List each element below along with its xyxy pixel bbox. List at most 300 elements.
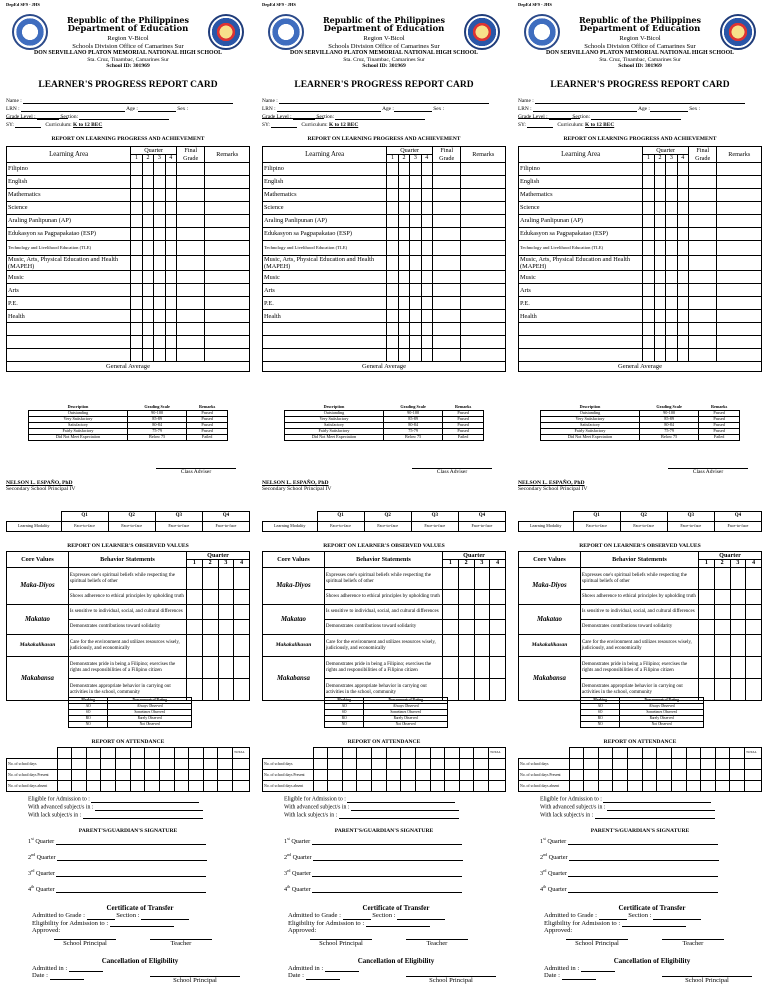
values-rating-cell[interactable] [218, 679, 234, 701]
lacks-field[interactable] [339, 812, 459, 819]
attendance-cell[interactable] [72, 781, 87, 792]
attendance-cell[interactable] [415, 781, 430, 792]
grade-cell[interactable] [688, 349, 717, 362]
signature-field[interactable] [56, 838, 206, 845]
grade-cell[interactable] [461, 215, 506, 228]
grade-cell[interactable] [131, 336, 142, 349]
signature-field[interactable] [312, 886, 462, 893]
grade-cell[interactable] [387, 176, 398, 189]
attendance-cell[interactable] [730, 759, 745, 770]
signature-field[interactable] [568, 886, 718, 893]
attendance-cell[interactable] [86, 759, 101, 770]
grade-cell[interactable] [142, 297, 153, 310]
grade-cell[interactable] [154, 297, 165, 310]
values-rating-cell[interactable] [443, 620, 459, 635]
grade-cell[interactable] [142, 310, 153, 323]
values-rating-cell[interactable] [443, 657, 459, 679]
grade-cell[interactable] [421, 310, 432, 323]
grade-field[interactable] [293, 113, 315, 120]
attendance-cell[interactable] [415, 759, 430, 770]
signature-field[interactable] [312, 838, 462, 845]
grade-cell[interactable] [666, 215, 677, 228]
admitted-in-field[interactable] [69, 965, 103, 972]
grade-cell[interactable] [643, 284, 654, 297]
advanced-field[interactable] [607, 804, 715, 811]
attendance-cell[interactable] [130, 770, 145, 781]
grade-cell[interactable] [131, 323, 142, 336]
grade-cell[interactable] [154, 215, 165, 228]
grade-cell[interactable] [176, 163, 205, 176]
grade-cell[interactable] [131, 228, 142, 241]
grade-cell[interactable] [154, 271, 165, 284]
grade-cell[interactable] [131, 271, 142, 284]
grade-cell[interactable] [205, 215, 250, 228]
transfer-eligibility-field[interactable] [622, 920, 686, 927]
grade-cell[interactable] [654, 297, 665, 310]
grade-cell[interactable] [154, 256, 165, 271]
attendance-cell[interactable] [415, 770, 430, 781]
grade-cell[interactable] [688, 228, 717, 241]
grade-cell[interactable] [205, 256, 250, 271]
grade-cell[interactable] [432, 271, 461, 284]
grade-cell[interactable] [677, 215, 688, 228]
attendance-cell[interactable] [233, 759, 250, 770]
values-rating-cell[interactable] [202, 620, 218, 635]
grade-cell[interactable] [142, 228, 153, 241]
attendance-cell[interactable] [174, 759, 189, 770]
grade-cell[interactable] [398, 202, 409, 215]
values-rating-cell[interactable] [234, 620, 250, 635]
attendance-cell[interactable] [401, 781, 416, 792]
attendance-cell[interactable] [189, 770, 204, 781]
values-rating-cell[interactable] [730, 620, 746, 635]
grade-cell[interactable] [432, 163, 461, 176]
grade-cell[interactable] [398, 336, 409, 349]
grade-cell[interactable] [654, 241, 665, 256]
grade-cell[interactable] [205, 336, 250, 349]
admitted-grade-field[interactable] [599, 913, 627, 920]
grade-cell[interactable] [666, 202, 677, 215]
grade-cell[interactable] [666, 163, 677, 176]
transfer-eligibility-field[interactable] [110, 920, 174, 927]
attendance-cell[interactable] [489, 770, 506, 781]
grade-cell[interactable] [461, 202, 506, 215]
values-rating-cell[interactable] [746, 657, 762, 679]
grade-cell[interactable] [677, 323, 688, 336]
signature-field[interactable] [569, 854, 719, 861]
grade-cell[interactable] [666, 271, 677, 284]
grade-cell[interactable] [387, 284, 398, 297]
grade-cell[interactable] [131, 310, 142, 323]
attendance-cell[interactable] [342, 781, 357, 792]
grade-cell[interactable] [165, 256, 176, 271]
attendance-cell[interactable] [701, 770, 716, 781]
attendance-cell[interactable] [474, 759, 489, 770]
grade-cell[interactable] [154, 349, 165, 362]
attendance-cell[interactable] [72, 759, 87, 770]
values-rating-cell[interactable] [218, 568, 234, 590]
grade-cell[interactable] [717, 284, 762, 297]
grade-cell[interactable] [398, 284, 409, 297]
values-rating-cell[interactable] [714, 635, 730, 657]
grade-cell[interactable] [154, 336, 165, 349]
grade-cell[interactable] [205, 310, 250, 323]
age-field[interactable] [650, 105, 688, 112]
grade-cell[interactable] [154, 163, 165, 176]
grade-cell[interactable] [643, 176, 654, 189]
grade-cell[interactable] [176, 176, 205, 189]
grade-cell[interactable] [410, 297, 421, 310]
grade-cell[interactable] [461, 297, 506, 310]
grade-cell[interactable] [432, 336, 461, 349]
attendance-cell[interactable] [342, 770, 357, 781]
values-rating-cell[interactable] [443, 635, 459, 657]
grade-cell[interactable] [666, 284, 677, 297]
grade-cell[interactable] [717, 256, 762, 271]
attendance-cell[interactable] [101, 759, 116, 770]
grade-cell[interactable] [165, 163, 176, 176]
grade-cell[interactable] [387, 189, 398, 202]
grade-cell[interactable] [165, 202, 176, 215]
transfer-section-field[interactable] [141, 913, 189, 920]
grade-cell[interactable] [387, 336, 398, 349]
attendance-cell[interactable] [489, 759, 506, 770]
values-rating-cell[interactable] [490, 635, 506, 657]
grade-cell[interactable] [643, 228, 654, 241]
date-field[interactable] [306, 973, 340, 980]
grade-cell[interactable] [176, 215, 205, 228]
attendance-cell[interactable] [715, 781, 730, 792]
values-rating-cell[interactable] [699, 605, 715, 620]
attendance-cell[interactable] [430, 781, 445, 792]
attendance-cell[interactable] [386, 759, 401, 770]
grade-cell[interactable] [205, 189, 250, 202]
grade-cell[interactable] [410, 189, 421, 202]
attendance-cell[interactable] [218, 770, 233, 781]
grade-cell[interactable] [131, 215, 142, 228]
grade-cell[interactable] [410, 336, 421, 349]
grade-cell[interactable] [432, 297, 461, 310]
grade-cell[interactable] [643, 215, 654, 228]
grade-cell[interactable] [142, 202, 153, 215]
date-field[interactable] [50, 973, 84, 980]
grade-cell[interactable] [666, 323, 677, 336]
values-rating-cell[interactable] [730, 605, 746, 620]
grade-cell[interactable] [398, 241, 409, 256]
grade-cell[interactable] [654, 189, 665, 202]
values-rating-cell[interactable] [458, 657, 474, 679]
attendance-cell[interactable] [116, 759, 131, 770]
values-rating-cell[interactable] [490, 568, 506, 590]
grade-cell[interactable] [421, 241, 432, 256]
grade-cell[interactable] [654, 215, 665, 228]
grade-cell[interactable] [654, 228, 665, 241]
values-rating-cell[interactable] [699, 620, 715, 635]
values-rating-cell[interactable] [730, 590, 746, 605]
grade-cell[interactable] [176, 336, 205, 349]
grade-cell[interactable] [432, 189, 461, 202]
grade-cell[interactable] [398, 215, 409, 228]
attendance-cell[interactable] [445, 781, 460, 792]
grade-cell[interactable] [666, 228, 677, 241]
signature-field[interactable] [56, 870, 206, 877]
values-rating-cell[interactable] [443, 605, 459, 620]
attendance-cell[interactable] [730, 781, 745, 792]
attendance-cell[interactable] [642, 781, 657, 792]
attendance-cell[interactable] [313, 759, 328, 770]
sy-field[interactable] [271, 121, 297, 128]
grade-cell[interactable] [677, 256, 688, 271]
signature-field[interactable] [56, 886, 206, 893]
grade-cell[interactable] [398, 228, 409, 241]
grade-cell[interactable] [654, 349, 665, 362]
grade-cell[interactable] [666, 256, 677, 271]
grade-cell[interactable] [165, 215, 176, 228]
values-rating-cell[interactable] [234, 657, 250, 679]
attendance-cell[interactable] [628, 759, 643, 770]
date-field[interactable] [562, 973, 596, 980]
grade-cell[interactable] [688, 176, 717, 189]
grade-cell[interactable] [176, 228, 205, 241]
grade-cell[interactable] [643, 189, 654, 202]
values-rating-cell[interactable] [490, 605, 506, 620]
grade-cell[interactable] [677, 271, 688, 284]
attendance-cell[interactable] [159, 770, 174, 781]
grade-cell[interactable] [432, 284, 461, 297]
grade-cell[interactable] [461, 349, 506, 362]
admission-field[interactable] [347, 796, 455, 803]
grade-cell[interactable] [165, 336, 176, 349]
lacks-field[interactable] [595, 812, 715, 819]
attendance-cell[interactable] [372, 781, 387, 792]
values-rating-cell[interactable] [699, 590, 715, 605]
values-rating-cell[interactable] [746, 679, 762, 701]
grade-cell[interactable] [643, 202, 654, 215]
grade-cell[interactable] [688, 202, 717, 215]
values-rating-cell[interactable] [474, 635, 490, 657]
grade-cell[interactable] [666, 349, 677, 362]
attendance-cell[interactable] [657, 781, 672, 792]
grade-cell[interactable] [654, 336, 665, 349]
admitted-in-field[interactable] [581, 965, 615, 972]
values-rating-cell[interactable] [218, 635, 234, 657]
grade-cell[interactable] [142, 241, 153, 256]
grade-cell[interactable] [205, 163, 250, 176]
grade-cell[interactable] [410, 202, 421, 215]
grade-cell[interactable] [154, 228, 165, 241]
grade-cell[interactable] [654, 202, 665, 215]
values-rating-cell[interactable] [474, 679, 490, 701]
attendance-cell[interactable] [598, 770, 613, 781]
grade-cell[interactable] [677, 336, 688, 349]
grade-cell[interactable] [142, 349, 153, 362]
grade-cell[interactable] [205, 202, 250, 215]
values-rating-cell[interactable] [699, 635, 715, 657]
grade-cell[interactable] [717, 271, 762, 284]
admitted-grade-field[interactable] [87, 913, 115, 920]
values-rating-cell[interactable] [490, 679, 506, 701]
grade-cell[interactable] [154, 323, 165, 336]
attendance-cell[interactable] [328, 770, 343, 781]
grade-cell[interactable] [643, 349, 654, 362]
grade-cell[interactable] [410, 228, 421, 241]
grade-cell[interactable] [654, 323, 665, 336]
transfer-eligibility-field[interactable] [366, 920, 430, 927]
attendance-cell[interactable] [745, 770, 762, 781]
grade-cell[interactable] [205, 271, 250, 284]
grade-cell[interactable] [654, 271, 665, 284]
values-rating-cell[interactable] [187, 605, 203, 620]
grade-cell[interactable] [165, 189, 176, 202]
grade-cell[interactable] [688, 310, 717, 323]
grade-cell[interactable] [165, 310, 176, 323]
values-rating-cell[interactable] [202, 568, 218, 590]
grade-cell[interactable] [461, 189, 506, 202]
grade-cell[interactable] [717, 202, 762, 215]
grade-cell[interactable] [154, 202, 165, 215]
attendance-cell[interactable] [745, 781, 762, 792]
name-field[interactable] [23, 97, 233, 104]
grade-cell[interactable] [421, 323, 432, 336]
grade-cell[interactable] [165, 241, 176, 256]
grade-cell[interactable] [432, 202, 461, 215]
grade-cell[interactable] [387, 228, 398, 241]
attendance-cell[interactable] [174, 781, 189, 792]
grade-cell[interactable] [432, 323, 461, 336]
grade-cell[interactable] [387, 297, 398, 310]
grade-cell[interactable] [387, 310, 398, 323]
grade-cell[interactable] [643, 163, 654, 176]
values-rating-cell[interactable] [187, 590, 203, 605]
attendance-cell[interactable] [72, 770, 87, 781]
name-field[interactable] [279, 97, 489, 104]
grade-cell[interactable] [142, 271, 153, 284]
advanced-field[interactable] [95, 804, 203, 811]
values-rating-cell[interactable] [458, 590, 474, 605]
section-field[interactable] [79, 113, 169, 120]
attendance-cell[interactable] [613, 781, 628, 792]
grade-cell[interactable] [643, 297, 654, 310]
attendance-cell[interactable] [715, 759, 730, 770]
attendance-cell[interactable] [430, 770, 445, 781]
grade-cell[interactable] [688, 163, 717, 176]
grade-field[interactable] [37, 113, 59, 120]
grade-cell[interactable] [677, 297, 688, 310]
values-rating-cell[interactable] [474, 568, 490, 590]
grade-cell[interactable] [154, 284, 165, 297]
attendance-cell[interactable] [401, 770, 416, 781]
grade-cell[interactable] [131, 163, 142, 176]
grade-cell[interactable] [432, 256, 461, 271]
attendance-cell[interactable] [233, 770, 250, 781]
values-rating-cell[interactable] [458, 679, 474, 701]
attendance-cell[interactable] [569, 770, 584, 781]
lacks-field[interactable] [83, 812, 203, 819]
grade-cell[interactable] [142, 323, 153, 336]
grade-cell[interactable] [165, 271, 176, 284]
attendance-cell[interactable] [686, 759, 701, 770]
grade-cell[interactable] [176, 284, 205, 297]
grade-cell[interactable] [410, 323, 421, 336]
values-rating-cell[interactable] [458, 568, 474, 590]
grade-cell[interactable] [176, 349, 205, 362]
age-field[interactable] [138, 105, 176, 112]
attendance-cell[interactable] [701, 781, 716, 792]
grade-cell[interactable] [176, 241, 205, 256]
attendance-cell[interactable] [357, 759, 372, 770]
attendance-cell[interactable] [203, 759, 218, 770]
grade-cell[interactable] [131, 202, 142, 215]
grade-cell[interactable] [677, 163, 688, 176]
grade-cell[interactable] [688, 189, 717, 202]
grade-cell[interactable] [421, 336, 432, 349]
grade-cell[interactable] [717, 228, 762, 241]
grade-cell[interactable] [410, 215, 421, 228]
attendance-cell[interactable] [218, 781, 233, 792]
grade-cell[interactable] [387, 163, 398, 176]
admitted-in-field[interactable] [325, 965, 359, 972]
grade-cell[interactable] [677, 189, 688, 202]
grade-cell[interactable] [717, 189, 762, 202]
grade-cell[interactable] [131, 297, 142, 310]
attendance-cell[interactable] [459, 759, 474, 770]
name-field[interactable] [535, 97, 745, 104]
grade-cell[interactable] [205, 284, 250, 297]
values-rating-cell[interactable] [218, 657, 234, 679]
grade-cell[interactable] [421, 297, 432, 310]
attendance-cell[interactable] [715, 770, 730, 781]
values-rating-cell[interactable] [202, 657, 218, 679]
grade-cell[interactable] [717, 297, 762, 310]
grade-cell[interactable] [410, 241, 421, 256]
admission-field[interactable] [91, 796, 199, 803]
grade-cell[interactable] [165, 349, 176, 362]
advanced-field[interactable] [351, 804, 459, 811]
values-rating-cell[interactable] [490, 590, 506, 605]
grade-cell[interactable] [432, 176, 461, 189]
grade-cell[interactable] [165, 297, 176, 310]
attendance-cell[interactable] [328, 781, 343, 792]
lrn-field[interactable] [21, 105, 125, 112]
grade-cell[interactable] [666, 297, 677, 310]
attendance-cell[interactable] [686, 770, 701, 781]
grade-cell[interactable] [131, 176, 142, 189]
grade-cell[interactable] [154, 310, 165, 323]
values-rating-cell[interactable] [699, 657, 715, 679]
grade-cell[interactable] [205, 176, 250, 189]
grade-cell[interactable] [176, 297, 205, 310]
values-rating-cell[interactable] [746, 620, 762, 635]
values-rating-cell[interactable] [187, 620, 203, 635]
grade-cell[interactable] [142, 176, 153, 189]
grade-cell[interactable] [410, 284, 421, 297]
attendance-cell[interactable] [357, 770, 372, 781]
attendance-cell[interactable] [86, 781, 101, 792]
grade-cell[interactable] [154, 176, 165, 189]
grade-cell[interactable] [165, 323, 176, 336]
attendance-cell[interactable] [642, 770, 657, 781]
grade-cell[interactable] [643, 336, 654, 349]
values-rating-cell[interactable] [234, 568, 250, 590]
grade-cell[interactable] [643, 241, 654, 256]
grade-cell[interactable] [432, 241, 461, 256]
grade-cell[interactable] [387, 323, 398, 336]
values-rating-cell[interactable] [714, 620, 730, 635]
grade-cell[interactable] [387, 256, 398, 271]
values-rating-cell[interactable] [714, 679, 730, 701]
grade-cell[interactable] [461, 284, 506, 297]
values-rating-cell[interactable] [187, 635, 203, 657]
